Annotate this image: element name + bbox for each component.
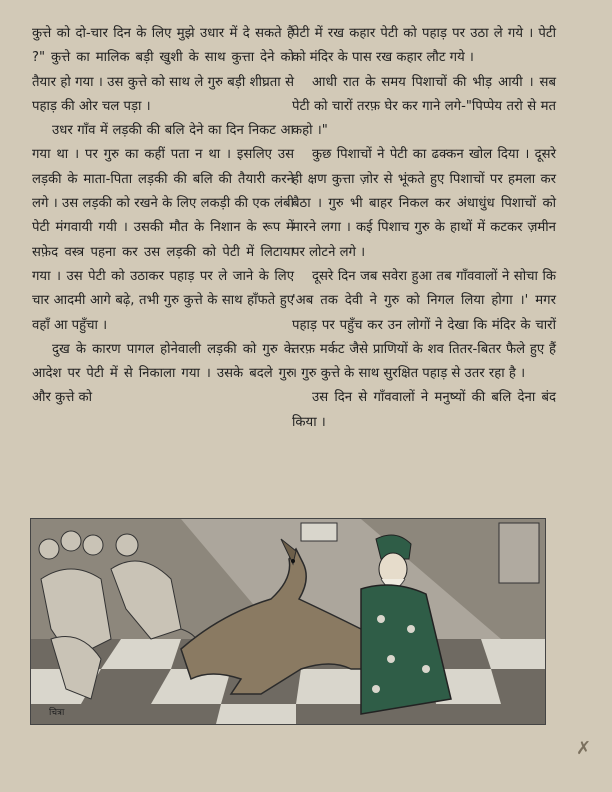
paragraph: आधी रात के समय पिशाचों की भीड़ आयी । सब पेटी को चारों तरफ़ घेर कर गाने लगे-"पिप्पेय तरो से मत कहो ।" [292, 74, 556, 139]
paragraph: पेटी में रख कहार पेटी को पहाड़ पर उठा ले गये । पेटी को मंदिर के पास रख कहार लौट गये । [292, 26, 556, 66]
paragraph: दुख के कारण पागल होनेवाली लड़की को गुरु के आदेश पर पेटी में से निकाला गया । उसके बदले गुरु और कुत्ते को [32, 341, 294, 406]
right-text-column [292, 22, 556, 435]
story-illustration [30, 518, 546, 725]
paragraph: कुछ पिशाचों ने पेटी का ढक्कन खोल दिया । दूसरे ही क्षण कुत्ता ज़ोर से भूंकते हुए पिशाचों पर हमला कर बैठा । गुरु भी बाहर निकल कर अंधाधुंध पिशाचों को मारने लगा । कई पिशाच गुरु के हाथों में कटकर ज़मीन पर लोटने लगे । [292, 147, 556, 260]
paragraph: उधर गाँव में लड़की की बलि देने का दिन निकट आ गया था । पर गुरु का कहीं पता न था । इसलिए उस लड़की के माता-पिता लड़की की बलि की तैयारी करने लगे । उस लड़की को रखने के लिए लकड़ी की एक लंबी पेटी मंगवायी गयी । उसकी मौत के निशान के रूप में सफ़ेद वस्त्र पहना कर उस लड़की को पेटी में लिटाया गया । उस पेटी को उठाकर पहाड़ पर ले जाने के लिए चार आदमी आगे बढ़े, तभी गुरु कुत्ते के साथ हाँफते हुए वहाँ आ पहुँचा । [32, 123, 294, 333]
paragraph: कुत्ते को दो-चार दिन के लिए मुझे उधार में दे सकते हैं ?" कुत्ते का मालिक बड़ी खुशी के साथ कुत्ता देने को तैयार हो गया । उस कुत्ते को साथ ले गुरु बड़ी शीघ्रता से पहाड़ की ओर चल पड़ा । [32, 26, 294, 114]
paragraph: उस दिन से गाँववालों ने मनुष्यों की बलि देना बंद किया । [292, 390, 556, 430]
window-lattice [499, 523, 539, 583]
wall-panel [301, 523, 337, 541]
pencil-mark: ✗ [576, 738, 592, 759]
artist-signature: चित्रा [49, 708, 65, 718]
paragraph: दूसरे दिन जब सवेरा हुआ तब गाँववालों ने सोचा कि 'अब तक देवी ने गुरु को निगल लिया होगा ।' मगर पहाड़ पर पहुँच कर उन लोगों ने देखा कि मंदिर के चारों तरफ़ मर्कट जैसे प्राणियों के शव तितर-बितर फैले हुए हैं । गुरु कुत्ते के साथ सुरक्षित पहाड़ से उतर रहा है । [292, 268, 556, 382]
illustration-drawing [31, 519, 545, 724]
left-text-column [32, 22, 294, 411]
